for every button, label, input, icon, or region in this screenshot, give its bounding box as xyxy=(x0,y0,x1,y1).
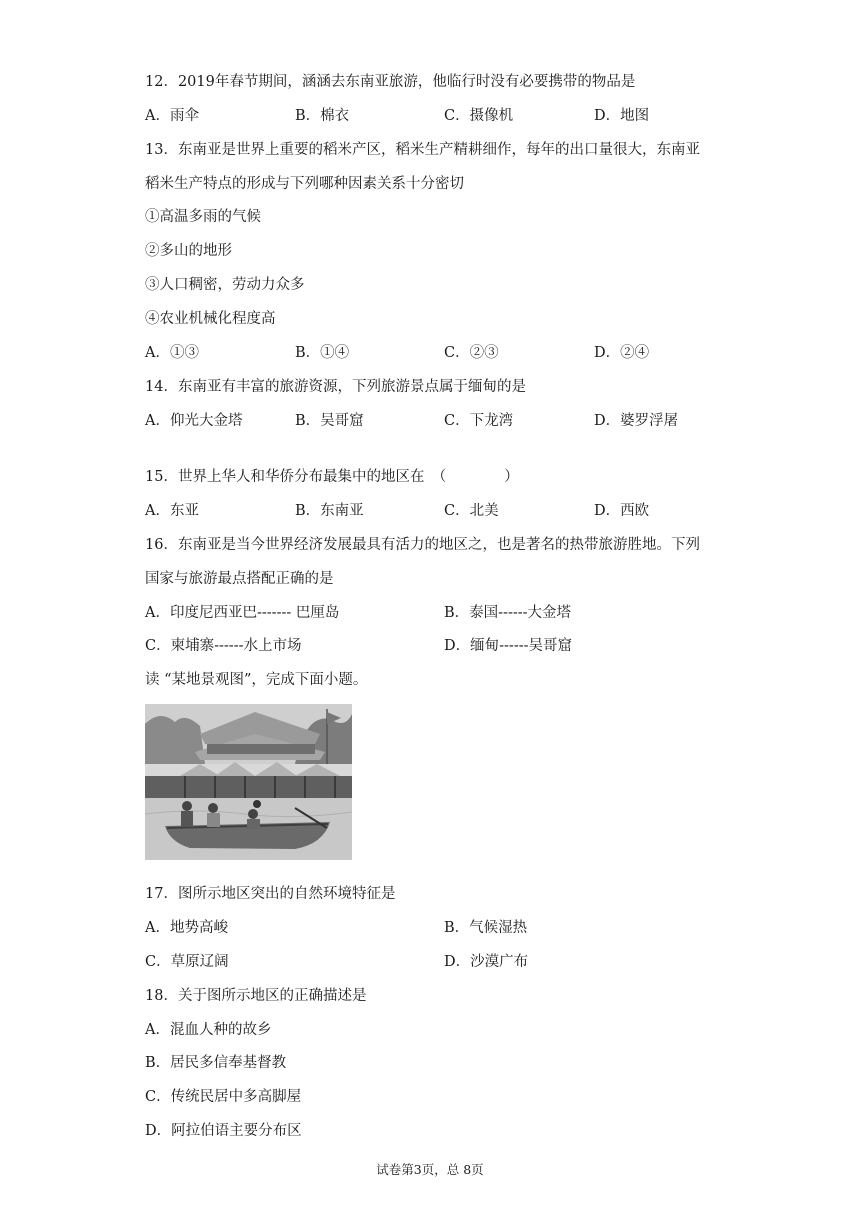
q17-option-d: D．沙漠广布 xyxy=(444,954,529,970)
q12-stem: 12．2019年春节期间，涵涵去东南亚旅游，他临行时没有必要携带的物品是 xyxy=(145,74,636,90)
q16-stem-line2: 国家与旅游最点搭配正确的是 xyxy=(145,571,334,587)
q14-option-c: C．下龙湾 xyxy=(444,413,514,429)
q16-option-d: D．缅甸------吴哥窟 xyxy=(444,638,573,654)
q13-item-3: ③人口稠密，劳动力众多 xyxy=(145,277,305,293)
q12-option-d: D．地图 xyxy=(594,108,650,124)
page-footer: 试卷第3页，总 8页 xyxy=(376,1162,484,1177)
q16-option-a: A．印度尼西亚巴------- 巴厘岛 xyxy=(145,605,340,621)
q13-item-2: ②多山的地形 xyxy=(145,243,232,259)
q13-item-1: ①高温多雨的气候 xyxy=(145,209,261,225)
q15-option-b: B．东南亚 xyxy=(295,503,364,519)
q17-stem: 17．图所示地区突出的自然环境特征是 xyxy=(145,886,396,902)
q18-option-a: A．混血人种的故乡 xyxy=(145,1022,272,1038)
group-intro: 读 “某地景观图”，完成下面小题。 xyxy=(145,672,368,688)
q15-option-d: D．西欧 xyxy=(594,503,650,519)
q15-option-c: C．北美 xyxy=(444,503,499,519)
q14-option-d: D．婆罗浮屠 xyxy=(594,413,679,429)
q17-option-a: A．地势高峻 xyxy=(145,920,228,936)
q14-option-b: B．吴哥窟 xyxy=(295,413,364,429)
q18-option-c: C．传统民居中多高脚屋 xyxy=(145,1089,302,1105)
q14-stem: 14．东南亚有丰富的旅游资源，下列旅游景点属于缅甸的是 xyxy=(145,379,526,395)
q13-stem-line2: 稻米生产特点的形成与下列哪种因素关系十分密切 xyxy=(145,176,464,192)
q17-option-c: C．草原辽阔 xyxy=(145,954,229,970)
landscape-photo xyxy=(145,704,352,860)
q15-option-a: A．东亚 xyxy=(145,503,199,519)
q18-option-d: D．阿拉伯语主要分布区 xyxy=(145,1123,302,1139)
q12-option-b: B．棉衣 xyxy=(295,108,350,124)
q14-option-a: A．仰光大金塔 xyxy=(145,413,243,429)
q13-stem-line1: 13．东南亚是世界上重要的稻米产区，稻米生产精耕细作，每年的出口量很大，东南亚 xyxy=(145,142,700,158)
q13-option-c: C．②③ xyxy=(444,345,499,361)
q18-stem: 18．关于图所示地区的正确描述是 xyxy=(145,988,367,1004)
q15-stem: 15．世界上华人和华侨分布最集中的地区在 （ ） xyxy=(145,469,519,485)
q16-stem-line1: 16．东南亚是当今世界经济发展最具有活力的地区之，也是著名的热带旅游胜地。下列 xyxy=(145,537,700,553)
q18-option-b: B．居民多信奉基督教 xyxy=(145,1055,287,1071)
q13-option-b: B．①④ xyxy=(295,345,350,361)
q12-option-c: C．摄像机 xyxy=(444,108,514,124)
q17-option-b: B．气候湿热 xyxy=(444,920,528,936)
q16-option-b: B．泰国------大金塔 xyxy=(444,605,572,621)
q13-item-4: ④农业机械化程度高 xyxy=(145,311,276,327)
q13-option-d: D．②④ xyxy=(594,345,650,361)
q12-option-a: A．雨伞 xyxy=(145,108,199,124)
q16-option-c: C．柬埔寨------水上市场 xyxy=(145,638,302,654)
q13-option-a: A．①③ xyxy=(145,345,199,361)
